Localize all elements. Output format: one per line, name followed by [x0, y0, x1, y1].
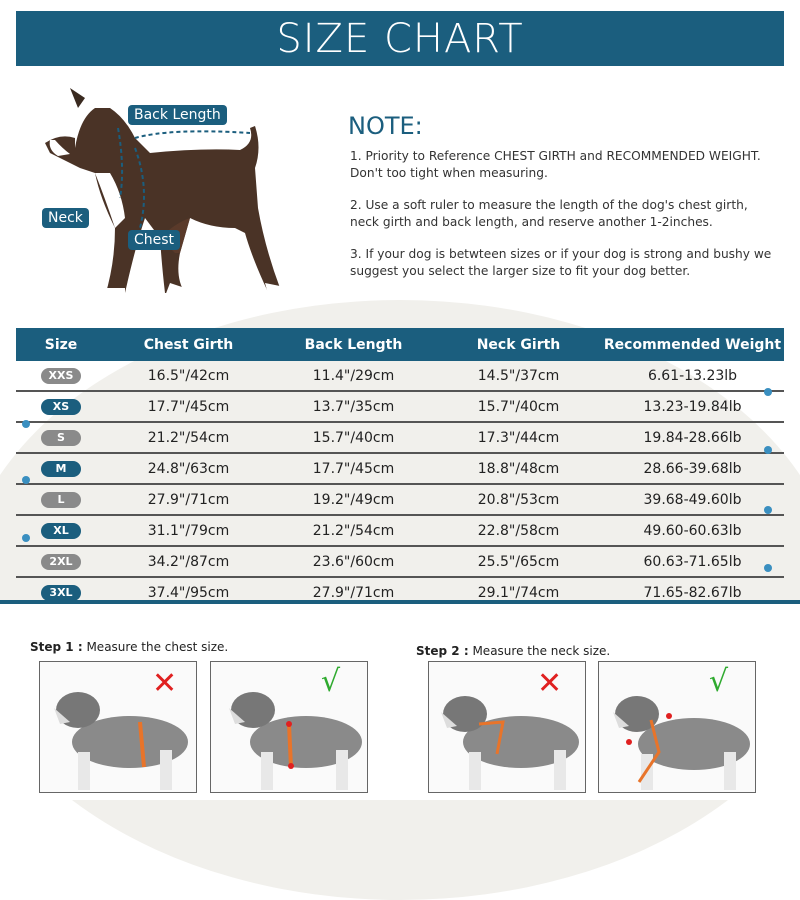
back-length-cell: 19.2"/49cm: [312, 491, 395, 508]
neck-girth-cell: 25.5"/65cm: [477, 553, 560, 570]
neck-label: Neck: [42, 208, 89, 228]
neck-girth-cell: 29.1"/74cm: [477, 584, 560, 601]
recommended-weight-cell: 49.60-60.63lb: [643, 522, 742, 539]
header-size: Size: [44, 336, 78, 353]
back-length-cell: 17.7"/45cm: [312, 460, 395, 477]
title-banner: [16, 11, 784, 66]
table-body: [16, 361, 784, 609]
wrong-mark-icon: ✕: [537, 666, 563, 701]
header-recommended-weight: Recommended Weight: [603, 336, 782, 353]
recommended-weight-cell: 28.66-39.68lb: [643, 460, 742, 477]
size-cell: [16, 367, 106, 384]
size-cell: [16, 491, 106, 508]
step-2-wrong-photo: [428, 661, 586, 793]
size-badge: XS: [41, 399, 81, 415]
step-2-caption: [416, 644, 610, 658]
back-length-cell: 11.4"/29cm: [312, 367, 395, 384]
note-item-2: 2. Use a soft ruler to measure the length of the dog's chest girth, neck girth and back length, and reserve another 1-2inches.: [350, 198, 748, 229]
schnauzer-image: [599, 662, 755, 792]
table-row: [16, 485, 784, 516]
step-2-text: Measure the neck size.: [472, 644, 611, 658]
note-item-3: 3. If your dog is betwteen sizes or if your dog is strong and bushy we suggest you select the larger size to fit your dog better.: [350, 247, 772, 278]
step-1-wrong-photo: [39, 661, 197, 793]
chest-girth-cell: 16.5"/42cm: [147, 367, 230, 384]
chest-girth-cell: 34.2"/87cm: [147, 553, 230, 570]
back-length-cell: 27.9"/71cm: [312, 584, 395, 601]
table-row: [16, 392, 784, 423]
chest-girth-cell: 21.2"/54cm: [147, 429, 230, 446]
size-badge: M: [41, 461, 81, 477]
back-length-label: Back Length: [128, 105, 227, 125]
size-badge: L: [41, 492, 81, 508]
size-badge: XL: [41, 523, 81, 539]
size-cell: [16, 584, 106, 601]
wrong-mark-icon: ✕: [152, 666, 178, 701]
back-length-cell: 15.7"/40cm: [312, 429, 395, 446]
back-length-cell: 23.6"/60cm: [312, 553, 395, 570]
note-item-1: 1. Priority to Reference CHEST GIRTH and RECOMMENDED WEIGHT. Don't too tight when measuring.: [350, 149, 761, 180]
back-length-cell: 21.2"/54cm: [312, 522, 395, 539]
step-1-text: Measure the chest size.: [86, 640, 229, 654]
decor-dot: [22, 534, 30, 542]
table-header: [16, 328, 784, 361]
chest-girth-cell: 31.1"/79cm: [147, 522, 230, 539]
recommended-weight-cell: 39.68-49.60lb: [643, 491, 742, 508]
neck-girth-cell: 18.8"/48cm: [477, 460, 560, 477]
decor-dot: [764, 564, 772, 572]
size-badge: 2XL: [41, 554, 81, 570]
table-row: [16, 516, 784, 547]
right-mark-icon: √: [709, 664, 729, 699]
table-row: [16, 361, 784, 392]
page-title: SIZE CHART: [276, 15, 524, 62]
neck-girth-cell: 15.7"/40cm: [477, 398, 560, 415]
step-1-right-photo: [210, 661, 368, 793]
neck-girth-cell: 22.8"/58cm: [477, 522, 560, 539]
header-neck-girth: Neck Girth: [476, 336, 561, 353]
step-2-label: Step 2 :: [416, 644, 469, 658]
size-cell: [16, 460, 106, 477]
decor-dot: [764, 506, 772, 514]
size-table: [16, 328, 784, 609]
table-row: [16, 423, 784, 454]
chest-girth-cell: 27.9"/71cm: [147, 491, 230, 508]
step-1-caption: [30, 640, 228, 654]
size-badge: S: [41, 430, 81, 446]
recommended-weight-cell: 6.61-13.23lb: [647, 367, 738, 384]
table-row: [16, 454, 784, 485]
decor-dot: [764, 446, 772, 454]
header-chest-girth: Chest Girth: [143, 336, 234, 353]
dog-illustration: [40, 78, 300, 308]
size-badge: XXS: [41, 368, 81, 384]
step-2-right-photo: [598, 661, 756, 793]
back-length-cell: 13.7"/35cm: [312, 398, 395, 415]
chest-label: Chest: [128, 230, 180, 250]
header-back-length: Back Length: [304, 336, 403, 353]
recommended-weight-cell: 71.65-82.67lb: [643, 584, 742, 601]
size-cell: [16, 429, 106, 446]
recommended-weight-cell: 19.84-28.66lb: [643, 429, 742, 446]
size-cell: [16, 398, 106, 415]
chest-girth-cell: 17.7"/45cm: [147, 398, 230, 415]
decor-dot: [22, 476, 30, 484]
size-badge: 3XL: [41, 585, 81, 601]
recommended-weight-cell: 13.23-19.84lb: [643, 398, 742, 415]
right-mark-icon: √: [321, 664, 341, 699]
neck-girth-cell: 20.8"/53cm: [477, 491, 560, 508]
decor-dot: [22, 420, 30, 428]
decor-dot: [764, 388, 772, 396]
note-title: NOTE:: [348, 112, 423, 140]
neck-girth-cell: 17.3"/44cm: [477, 429, 560, 446]
recommended-weight-cell: 60.63-71.65lb: [643, 553, 742, 570]
chest-girth-cell: 24.8"/63cm: [147, 460, 230, 477]
size-cell: [16, 553, 106, 570]
schnauzer-image: [211, 662, 367, 792]
table-row: [16, 547, 784, 578]
chest-girth-cell: 37.4"/95cm: [147, 584, 230, 601]
step-1-label: Step 1 :: [30, 640, 83, 654]
neck-girth-cell: 14.5"/37cm: [477, 367, 560, 384]
